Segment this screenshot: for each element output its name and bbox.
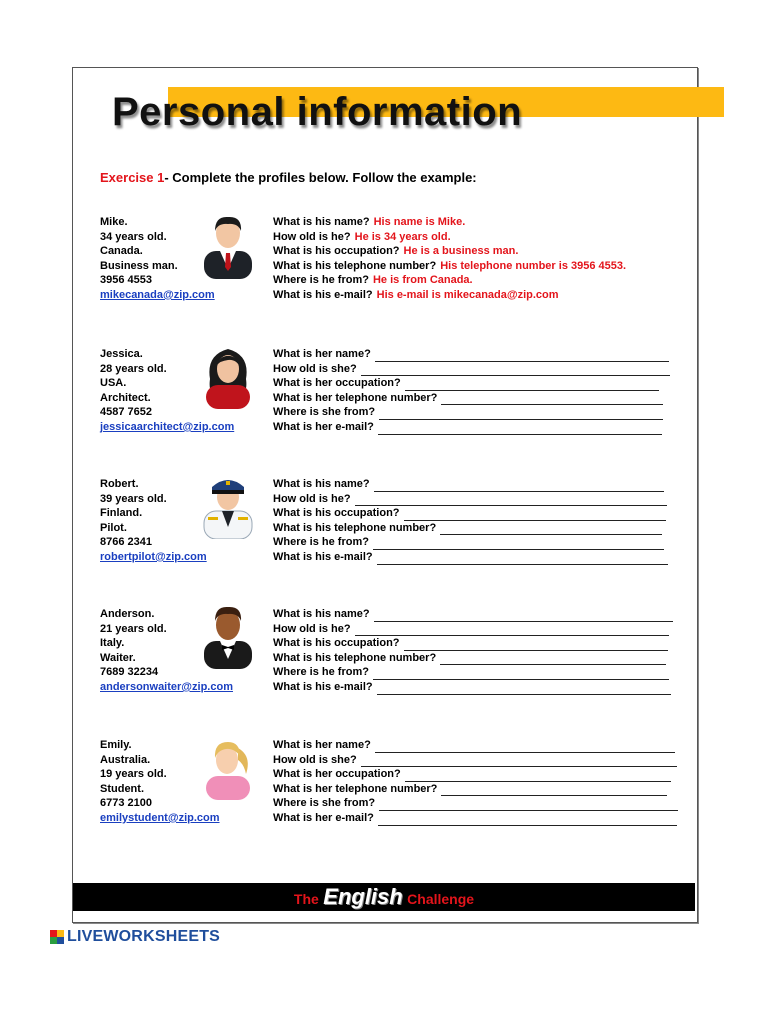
question-text: What is her name? <box>273 348 371 360</box>
question-text: How old is he? <box>273 492 351 505</box>
answer-blank-line[interactable] <box>379 800 678 811</box>
exercise-number: Exercise 1 <box>100 170 165 185</box>
liveworksheets-brand: LIVEWORKSHEETS <box>67 928 221 945</box>
answer-blank-line[interactable] <box>404 640 668 651</box>
answer-blank-line[interactable] <box>379 409 663 420</box>
profile-info-line: 6773 2100 <box>100 797 152 810</box>
profile-info-line: Business man. <box>100 259 178 272</box>
profile-info <box>100 215 215 303</box>
answer-blank-line[interactable] <box>441 785 667 796</box>
answer-blank-line[interactable] <box>441 394 663 405</box>
question-text: What is her telephone number? <box>273 391 438 404</box>
answer-blank-line[interactable] <box>374 611 673 622</box>
answer-text: His telephone number is 3956 4553. <box>440 259 627 272</box>
question-row <box>273 405 670 420</box>
question-row <box>273 273 626 288</box>
answer-text: His e-mail is mikecanada@zip.com <box>376 288 559 301</box>
question-text: Where is he from? <box>273 536 369 549</box>
answer-blank-line[interactable] <box>355 625 669 636</box>
profile-info-line: Robert. <box>100 478 139 490</box>
footer-english: English <box>323 884 403 909</box>
profile-info-line: 3956 4553 <box>100 274 152 287</box>
profile-email-link[interactable]: emilystudent@zip.com <box>100 811 220 824</box>
page-title: Personal information <box>112 90 523 134</box>
answer-text: He is 34 years old. <box>354 230 451 243</box>
question-row <box>273 391 670 406</box>
question-row <box>273 767 678 782</box>
question-list <box>273 738 678 826</box>
question-text: What is his telephone number? <box>273 259 437 272</box>
question-row <box>273 244 626 259</box>
girl-avatar <box>200 734 256 800</box>
question-row <box>273 362 670 377</box>
question-row <box>273 665 673 680</box>
answer-blank-line[interactable] <box>378 424 662 435</box>
question-row <box>273 636 673 651</box>
question-text: What is his occupation? <box>273 245 400 258</box>
answer-blank-line[interactable] <box>375 742 675 753</box>
question-row <box>273 811 678 826</box>
profile-info-line: Emily. <box>100 739 132 751</box>
question-text: What is her e-mail? <box>273 811 374 824</box>
question-row <box>273 796 678 811</box>
answer-blank-line[interactable] <box>405 771 671 782</box>
profile-info-line: USA. <box>100 377 127 390</box>
profile-email-link[interactable]: mikecanada@zip.com <box>100 288 215 301</box>
profile-info-line: Italy. <box>100 637 125 650</box>
profile-email-link[interactable]: andersonwaiter@zip.com <box>100 680 233 693</box>
question-text: What is his name? <box>273 216 370 228</box>
question-row <box>273 753 678 768</box>
question-text: Where is he from? <box>273 274 369 287</box>
question-text: What is her e-mail? <box>273 420 374 433</box>
answer-blank-line[interactable] <box>375 351 669 362</box>
profile-info-line: 39 years old. <box>100 492 167 505</box>
profile-info <box>100 477 207 565</box>
question-text: Where is he from? <box>273 666 369 679</box>
liveworksheets-icon <box>50 930 64 944</box>
profile-info-line: 19 years old. <box>100 768 167 781</box>
profile-info-line: Waiter. <box>100 651 136 664</box>
profile-info-line: Australia. <box>100 753 151 766</box>
question-row <box>273 376 670 391</box>
question-row <box>273 622 673 637</box>
waiter-avatar <box>200 603 256 669</box>
question-row <box>273 651 673 666</box>
profile-info-line: Student. <box>100 782 144 795</box>
question-text: What is his e-mail? <box>273 288 373 301</box>
question-row <box>273 259 626 274</box>
answer-text: He is a business man. <box>403 245 519 258</box>
question-text: How old is she? <box>273 362 357 375</box>
question-row <box>273 607 673 622</box>
businessman-avatar <box>200 213 256 279</box>
profile-info-line: Jessica. <box>100 348 143 360</box>
question-text: What is his name? <box>273 608 370 620</box>
answer-blank-line[interactable] <box>440 524 662 535</box>
question-text: What is her name? <box>273 739 371 751</box>
question-row <box>273 506 668 521</box>
question-text: What is his occupation? <box>273 507 400 520</box>
answer-text: He is from Canada. <box>372 274 473 287</box>
question-text: Where is she from? <box>273 797 376 810</box>
exercise-instruction: - Complete the profiles below. Follow the example: <box>164 170 477 185</box>
question-list <box>273 347 670 435</box>
profile-info-line: Anderson. <box>100 608 155 620</box>
question-row <box>273 215 626 230</box>
answer-blank-line[interactable] <box>374 481 664 492</box>
question-row <box>273 550 668 565</box>
footer-banner <box>73 883 695 911</box>
question-row <box>273 535 668 550</box>
question-text: What is her telephone number? <box>273 782 438 795</box>
answer-blank-line[interactable] <box>405 380 659 391</box>
question-row <box>273 782 678 797</box>
answer-blank-line[interactable] <box>361 756 677 767</box>
profile-info-line: Mike. <box>100 216 128 228</box>
question-text: What is his telephone number? <box>273 521 437 534</box>
question-text: How old is he? <box>273 230 351 243</box>
question-text: What is her occupation? <box>273 768 401 781</box>
profile-info-line: Canada. <box>100 245 143 258</box>
question-row <box>273 288 626 303</box>
profile-info-line: 4587 7652 <box>100 406 152 419</box>
footer-challenge: Challenge <box>407 891 475 907</box>
woman-avatar <box>200 343 256 409</box>
profile-info-line: 7689 32234 <box>100 666 159 679</box>
question-row <box>273 230 626 245</box>
profile-info-line: Pilot. <box>100 521 127 534</box>
profile-info-line: 8766 2341 <box>100 536 152 549</box>
question-row <box>273 492 668 507</box>
question-text: What is her occupation? <box>273 377 401 390</box>
profile-info-line: 21 years old. <box>100 622 167 635</box>
answer-blank-line[interactable] <box>404 510 666 521</box>
answer-blank-line[interactable] <box>378 815 677 826</box>
profile-info-line: Finland. <box>100 507 143 520</box>
profile-email-link[interactable]: jessicaarchitect@zip.com <box>100 420 235 433</box>
question-text: Where is she from? <box>273 406 376 419</box>
profile-info-line: Architect. <box>100 391 151 404</box>
answer-blank-line[interactable] <box>361 365 670 376</box>
answer-text: His name is Mike. <box>373 216 466 228</box>
question-row <box>273 521 668 536</box>
pilot-avatar <box>200 473 256 539</box>
answer-blank-line[interactable] <box>355 495 667 506</box>
question-row <box>273 738 678 753</box>
profile-info-line: 28 years old. <box>100 362 167 375</box>
question-row <box>273 680 673 695</box>
question-row <box>273 477 668 492</box>
answer-blank-line[interactable] <box>373 669 669 680</box>
liveworksheets-logo[interactable] <box>50 928 220 946</box>
question-list <box>273 607 673 695</box>
answer-blank-line[interactable] <box>377 684 671 695</box>
question-text: What is his e-mail? <box>273 550 373 563</box>
question-row <box>273 420 670 435</box>
question-text: What is his name? <box>273 478 370 490</box>
question-text: What is his telephone number? <box>273 651 437 664</box>
question-text: What is his e-mail? <box>273 680 373 693</box>
question-text: How old is he? <box>273 622 351 635</box>
answer-blank-line[interactable] <box>373 539 664 550</box>
question-text: What is his occupation? <box>273 637 400 650</box>
question-list <box>273 477 668 565</box>
footer-the: The <box>293 891 319 907</box>
exercise-heading <box>100 170 477 185</box>
question-row <box>273 347 670 362</box>
question-text: How old is she? <box>273 753 357 766</box>
profile-email-link[interactable]: robertpilot@zip.com <box>100 550 207 563</box>
answer-blank-line[interactable] <box>377 554 668 565</box>
question-list <box>273 215 626 303</box>
answer-blank-line[interactable] <box>440 654 666 665</box>
profile-info-line: 34 years old. <box>100 230 167 243</box>
